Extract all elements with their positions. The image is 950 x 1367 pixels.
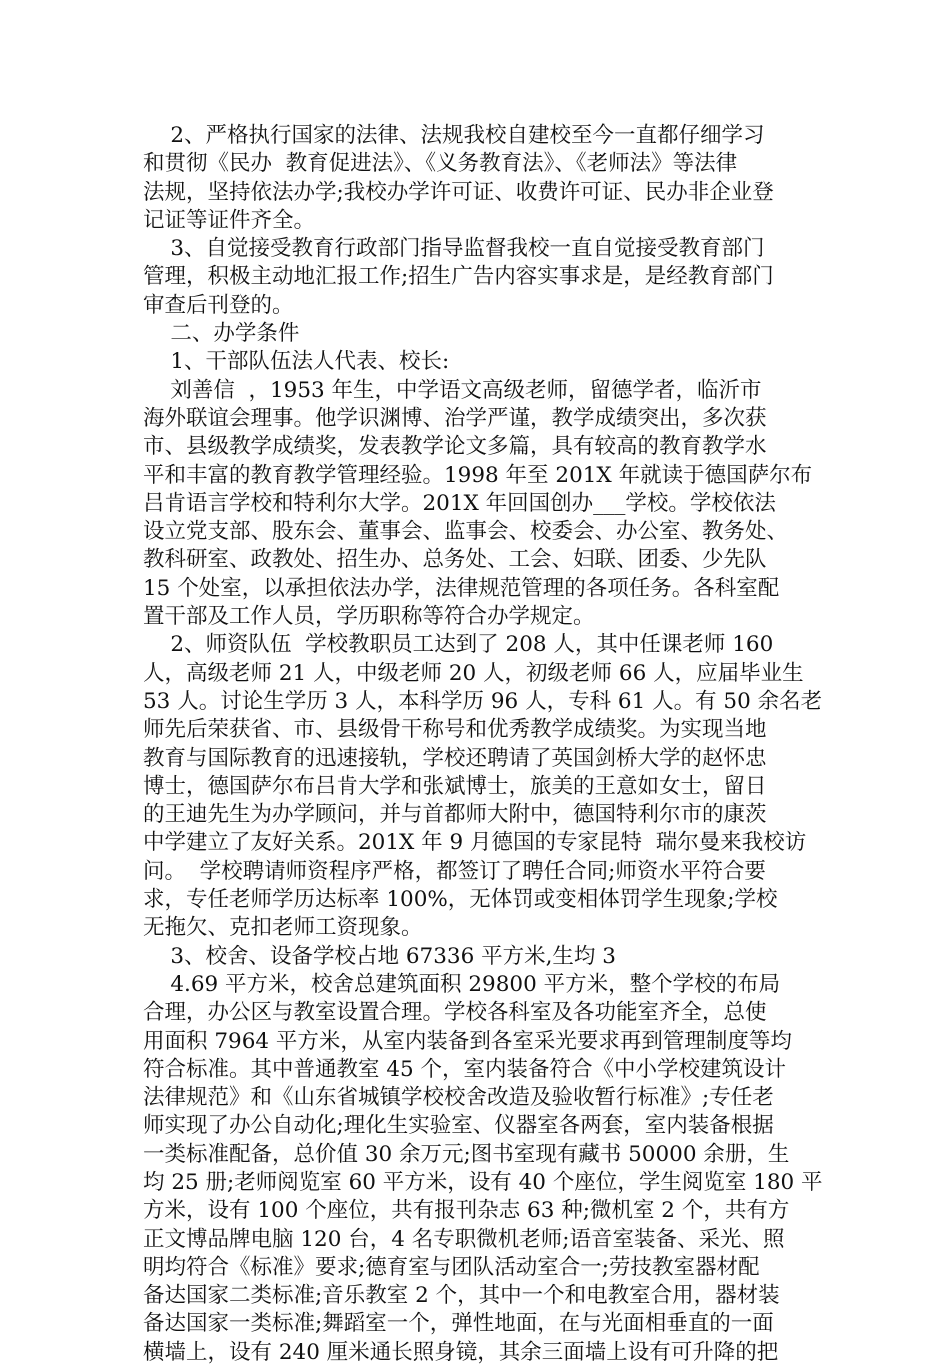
text-line: 刘善信 ，1953 年生，中学语文高级老师，留德学者，临沂市 [143, 377, 762, 403]
text-line: 市、县级教学成绩奖，发表教学论文多篇，具有较高的教育教学水 [143, 434, 767, 460]
text-line: 均 25 册;老师阅览室 60 平方米，设有 40 个座位，学生阅览室 180 平 [143, 1169, 823, 1195]
text-line: 的王迪先生为办学顾问，并与首都师大附中，德国特利尔市的康茨 [143, 802, 767, 828]
text-line: 审查后刊登的。 [143, 292, 294, 318]
text-line: 3、校舍、设备学校占地 67336 平方米,生均 3 [143, 943, 616, 969]
text-line: 和贯彻《民办 教育促进法》、《义务教育法》、《老师法》等法律 [143, 151, 738, 177]
text-line: 备达国家二类标准;音乐教室 2 个，其中一个和电教室合用，器材装 [143, 1283, 780, 1309]
text-line: 正文博品牌电脑 120 台，4 名专职微机老师;语音室装备、采光、照 [143, 1226, 785, 1252]
text-line: 方米，设有 100 个座位，共有报刊杂志 63 种;微机室 2 个，共有方 [143, 1198, 790, 1224]
text-line: 中学建立了友好关系。201X 年 9 月德国的专家昆特 瑞尔曼来我校访 [143, 830, 807, 856]
text-line: 3、自觉接受教育行政部门指导监督我校一直自觉接受教育部门 [143, 236, 765, 262]
text-line: 设立党支部、股东会、董事会、监事会、校委会、办公室、教务处、 [143, 519, 789, 545]
text-line: 置干部及工作人员，学历职称等符合办学规定。 [143, 604, 595, 630]
text-line: 15 个处室，以承担依法办学，法律规范管理的各项任务。各科室配 [143, 575, 780, 601]
text-line: 法律规范》和《山东省城镇学校校舍改造及验收暂行标准》;专任老 [143, 1085, 774, 1111]
text-line: 53 人。讨论生学历 3 人，本科学历 96 人，专科 61 人。有 50 余名老 [143, 688, 823, 714]
text-line: 问。 学校聘请师资程序严格，都签订了聘任合同;师资水平符合要 [143, 858, 766, 884]
text-line: 教育与国际教育的迅速接轨，学校还聘请了英国剑桥大学的赵怀忠 [143, 745, 767, 771]
text-line: 海外联谊会理事。他学识渊博、治学严谨，教学成绩突出，多次获 [143, 405, 767, 431]
text-line: 人，高级老师 21 人，中级老师 20 人，初级老师 66 人，应届毕业生 [143, 660, 804, 686]
text-line: 2、师资队伍 学校教职员工达到了 208 人，其中任课老师 160 [143, 632, 774, 658]
text-line: 符合标准。其中普通教室 45 个，室内装备符合《中小学校建筑设计 [143, 1056, 787, 1082]
text-line: 备达国家一类标准;舞蹈室一个，弹性地面，在与光面相垂直的一面 [143, 1311, 774, 1337]
text-line: 2、严格执行国家的法律、法规我校自建校至今一直都仔细学习 [143, 123, 765, 148]
text-line: 横墙上，设有 240 厘米通长照身镜，其余三面墙上设有可升降的把 [143, 1339, 779, 1365]
text-line: 师先后荣获省、市、县级骨干称号和优秀教学成绩奖。为实现当地 [143, 717, 767, 743]
text-line: 4.69 平方米，校舍总建筑面积 29800 平方米，整个学校的布局 [143, 971, 781, 997]
text-line: 二、办学条件 [143, 321, 300, 347]
text-line: 管理，积极主动地汇报工作;招生广告内容实事求是，是经教育部门 [143, 264, 774, 290]
text-line: 1、干部队伍法人代表、校长: [143, 349, 450, 375]
text-line: 合理，办公区与教室设置合理。学校各科室及各功能室齐全，总使 [143, 1000, 767, 1026]
text-line: 平和丰富的教育教学管理经验。1998 年至 201X 年就读于德国萨尔布 [143, 462, 813, 488]
text-line: 无拖欠、克扣老师工资现象。 [143, 915, 423, 941]
text-line: 明均符合《标准》要求;德育室与团队活动室合一;劳技教室器材配 [143, 1254, 760, 1280]
text-line: 一类标准配备，总价值 30 余万元;图书室现有藏书 50000 余册，生 [143, 1141, 790, 1167]
text-line: 师实现了办公自动化;理化生实验室、仪器室各两套，室内装备根据 [143, 1113, 774, 1139]
text-line: 吕肯语言学校和特利尔大学。201X 年回国创办___学校。学校依法 [143, 490, 776, 516]
text-line: 用面积 7964 平方米，从室内装备到各室采光要求再到管理制度等均 [143, 1028, 792, 1054]
text-line: 博士，德国萨尔布吕肯大学和张斌博士，旅美的王意如女士，留日 [143, 773, 767, 799]
text-line: 求，专任老师学历达标率 100%，无体罚或变相体罚学生现象;学校 [143, 887, 778, 913]
text-line: 法规，坚持依法办学;我校办学许可证、收费许可证、民办非企业登 [143, 179, 774, 205]
text-line: 记证等证件齐全。 [143, 207, 316, 233]
text-line: 教科研室、政教处、招生办、总务处、工会、妇联、团委、少先队 [143, 547, 767, 573]
document-body [143, 122, 823, 1367]
